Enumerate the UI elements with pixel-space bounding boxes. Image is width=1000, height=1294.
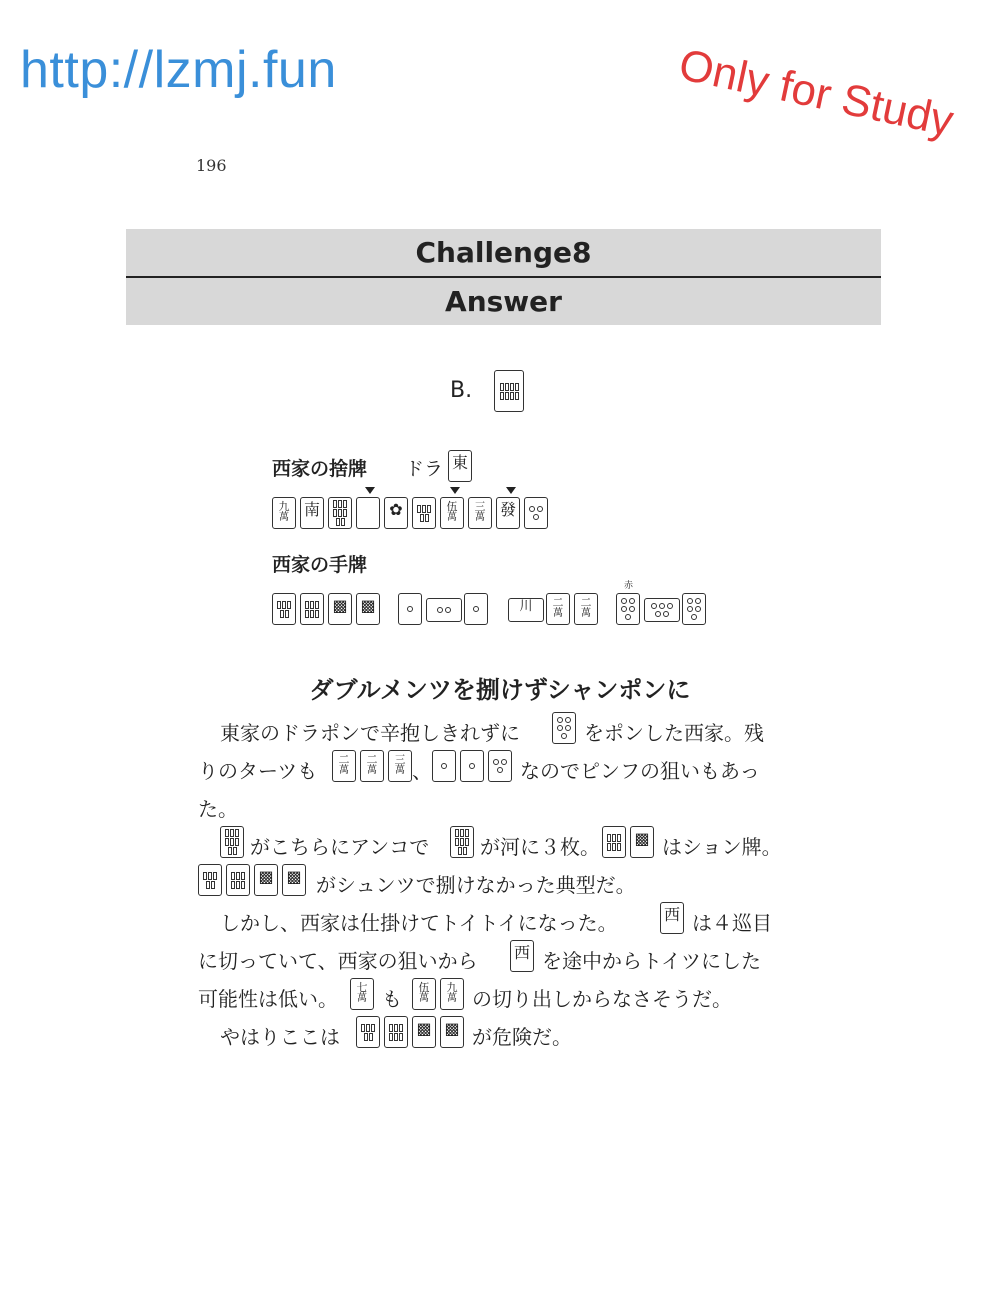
inline-tile-7-sou-icon: ▩ — [254, 864, 278, 896]
inline-tile-9-man-icon: 九 萬 — [440, 978, 464, 1010]
hand-label: 西家の手牌 — [272, 554, 368, 576]
challenge-title: Challenge8 — [126, 229, 881, 276]
inline-tile-1-pin-icon — [460, 750, 484, 782]
inline-tile-5-sou-icon — [356, 1016, 380, 1048]
discard-tile-blank-icon — [356, 497, 380, 529]
hand-tile-5-pin-called-icon — [644, 598, 680, 622]
hand-tile-1-sou-called-icon: 川 — [508, 598, 544, 622]
discards-label: 西家の捨牌 — [272, 458, 368, 480]
hand-tile-5-sou-icon — [272, 593, 296, 625]
hand-tile-7-sou-icon: ▩ — [328, 593, 352, 625]
discard-tile-9-man-icon: 九 萬 — [272, 497, 296, 529]
inline-tile-6-sou-icon — [226, 864, 250, 896]
hand-tile-7-sou-icon: ▩ — [356, 593, 380, 625]
inline-tile-west-icon: 西 — [510, 940, 534, 972]
body-line-8a: 可能性は低い。 — [198, 987, 338, 1011]
discard-tile-8-sou-icon — [328, 497, 352, 529]
inline-tile-5-pin-icon — [552, 712, 576, 744]
inline-tile-2-man-icon: 二 萬 — [332, 750, 356, 782]
inline-tile-6-sou-icon — [602, 826, 626, 858]
hand-tile-1-pin-icon — [398, 593, 422, 625]
watermark-study: Only for Study — [674, 40, 958, 146]
discard-tile-south-icon: 南 — [300, 497, 324, 529]
inline-tile-8-sou-icon — [220, 826, 244, 858]
body-line-6a: しかし、西家は仕掛けてトイトイになった。 — [220, 911, 618, 935]
inline-tile-8-sou-icon — [450, 826, 474, 858]
body-line-3: た。 — [198, 797, 238, 821]
hand-tile-2-pin-called-icon — [426, 598, 462, 622]
page-number: 196 — [196, 156, 227, 175]
discard-tile-3-pin-icon — [524, 497, 548, 529]
dora-east-tile-icon: 東 — [448, 450, 472, 482]
body-line-1b: をポンした西家。残 — [584, 721, 764, 745]
body-line-2c: なのでピンフの狙いもあっ — [520, 759, 760, 783]
inline-tile-7-sou-icon: ▩ — [630, 826, 654, 858]
body-line-4b: が河に３枚。 — [480, 835, 600, 859]
body-line-8b: も — [382, 987, 402, 1011]
aka-label: 赤 — [624, 581, 634, 591]
inline-tile-3-man-icon: 三 萬 — [388, 750, 412, 782]
hand-tile-6-sou-icon — [300, 593, 324, 625]
inline-tile-7-sou-icon: ▩ — [440, 1016, 464, 1048]
body-line-2a: りのターツも — [198, 759, 318, 783]
discard-tile-3-man-icon: 三 萬 — [468, 497, 492, 529]
dora-label: ドラ — [405, 458, 444, 480]
discard-tile-1-sou-bird-icon: ✿ — [384, 497, 408, 529]
body-line-9a: やはりここは — [220, 1025, 340, 1049]
inline-tile-5-sou-icon — [198, 864, 222, 896]
sou-8-tile-icon — [494, 370, 524, 412]
body-line-7a: に切っていて、西家の狙いから — [198, 949, 478, 973]
inline-tile-6-sou-icon — [384, 1016, 408, 1048]
inline-tile-3-pin-icon — [488, 750, 512, 782]
tsumogiri-marker-icon — [506, 487, 516, 494]
tsumogiri-marker-icon — [450, 487, 460, 494]
body-line-8c: の切り出しからなさそうだ。 — [472, 987, 732, 1011]
tsumogiri-marker-icon — [365, 487, 375, 494]
answer-letter: B. — [450, 378, 473, 403]
hand-tile-5-pin-icon — [682, 593, 706, 625]
inline-tile-5-man-icon: 伍 萬 — [412, 978, 436, 1010]
hand-tile-2-man-icon: 二 萬 — [546, 593, 570, 625]
body-line-4c: はション牌。 — [662, 835, 782, 859]
body-line-1a: 東家のドラポンで辛抱しきれずに — [220, 721, 520, 745]
body-line-6b: は４巡目 — [692, 911, 772, 935]
body-line-9b: が危険だ。 — [472, 1025, 572, 1049]
inline-tile-west-icon: 西 — [660, 902, 684, 934]
discard-tile-5-sou-icon — [412, 497, 436, 529]
inline-tile-7-sou-icon: ▩ — [282, 864, 306, 896]
discard-tile-5-man-icon: 伍 萬 — [440, 497, 464, 529]
discard-tile-hatsu-icon: 發 — [496, 497, 520, 529]
watermark-url: http://lzmj.fun — [20, 41, 337, 99]
hand-tile-1-pin-icon — [464, 593, 488, 625]
hand-tile-5-pin-red-icon — [616, 593, 640, 625]
inline-tile-7-man-icon: 七 萬 — [350, 978, 374, 1010]
inline-tile-1-pin-icon — [432, 750, 456, 782]
body-line-2b: 、 — [412, 759, 432, 783]
section-headline: ダブルメンツを捌けずシャンポンに — [309, 676, 691, 704]
hand-tile-2-man-icon: 二 萬 — [574, 593, 598, 625]
inline-tile-2-man-icon: 二 萬 — [360, 750, 384, 782]
body-line-7b: を途中からトイツにした — [542, 949, 761, 973]
answer-subtitle: Answer — [126, 278, 881, 325]
inline-tile-7-sou-icon: ▩ — [412, 1016, 436, 1048]
body-line-4a: がこちらにアンコで — [250, 835, 430, 859]
body-line-5: がシュンツで捌けなかった典型だ。 — [316, 873, 636, 897]
